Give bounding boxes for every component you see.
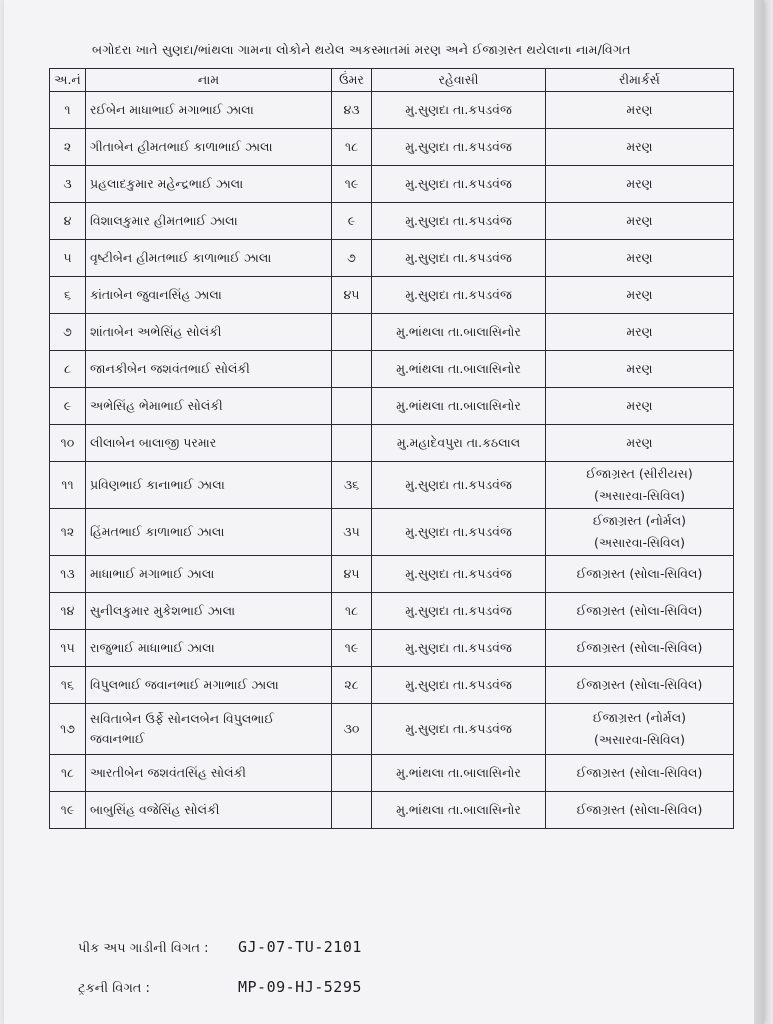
table-row [50,166,734,203]
row-name: માધાભાઈ મગાભાઈ ઝાલા [86,556,332,593]
row-serial: ૧૧ [50,462,86,509]
table-row [50,704,734,755]
row-age: ૧૮ [332,593,372,630]
row-age [332,792,372,829]
row-residence: મુ.ભાંથલા તા.બાલાસિનોર [372,792,546,829]
row-residence: મુ.સુણદા તા.કપડવંજ [372,92,546,129]
header-name: નામ [86,69,332,92]
table-row [50,240,734,277]
row-age: ૧૮ [332,129,372,166]
table-row [50,792,734,829]
document-page [4,0,764,1024]
row-residence: મુ.સુણદા તા.કપડવંજ [372,166,546,203]
table-row [50,593,734,630]
table-row [50,462,734,509]
row-age: ૪૩ [332,92,372,129]
row-residence: મુ.સુણદા તા.કપડવંજ [372,704,546,755]
row-remark: મરણ [546,203,734,240]
row-remark: ઈજાગ્રસ્ત (સોલા-સિવિલ) [546,630,734,667]
row-remark: મરણ [546,425,734,462]
truck-label: ટ્રકની વિગત : [78,981,150,996]
row-name: સવિતાબેન ઉર્ફે સોનલબેન વિપુલભાઈ જવાનભાઈ [86,704,332,755]
row-name: રાજુભાઈ માધાભાઈ ઝાલા [86,630,332,667]
row-remark: મરણ [546,351,734,388]
row-name: રઈબેન માધાભાઈ મગાભાઈ ઝાલા [86,92,332,129]
row-name: અભેસિંહ ભેમાભાઈ સોલંકી [86,388,332,425]
table-row [50,92,734,129]
row-serial: ૪ [50,203,86,240]
row-residence: મુ.સુણદા તા.કપડવંજ [372,556,546,593]
row-name: હિંમતભાઈ કાળાભાઈ ઝાલા [86,509,332,556]
row-name: ગીતાબેન હીમતભાઈ કાળાભાઈ ઝાલા [86,129,332,166]
row-serial: ૧૪ [50,593,86,630]
header-serial: અ.નં [50,69,86,92]
row-age: ૩૫ [332,509,372,556]
row-serial: ૧૨ [50,509,86,556]
table-row [50,203,734,240]
row-name: પ્રવિણભાઈ કાનાભાઈ ઝાલા [86,462,332,509]
row-name: વૃષ્ટીબેન હીમતભાઈ કાળાભાઈ ઝાલા [86,240,332,277]
row-age: ૨૮ [332,667,372,704]
row-serial: ૧૮ [50,755,86,792]
row-age [332,425,372,462]
row-name: જાનકીબેન જશવંતભાઈ સોલંકી [86,351,332,388]
row-serial: ૧૯ [50,792,86,829]
row-serial: ૧૬ [50,667,86,704]
row-serial: ૧૫ [50,630,86,667]
row-remark: ઈજાગ્રસ્ત (સોલા-સિવિલ) [546,593,734,630]
row-age [332,351,372,388]
table-body [50,92,734,829]
row-residence: મુ.સુણદા તા.કપડવંજ [372,509,546,556]
row-residence: મુ.ભાંથલા તા.બાલાસિનોર [372,314,546,351]
row-age: ૪૫ [332,556,372,593]
row-residence: મુ.ભાંથલા તા.બાલાસિનોર [372,755,546,792]
row-age: ૩૦ [332,704,372,755]
row-name: વિશાલકુમાર હીમતભાઈ ઝાલા [86,203,332,240]
row-serial: ૧૭ [50,704,86,755]
row-remark: મરણ [546,314,734,351]
row-remark: ઈજાગ્રસ્ત (સીરીયસ) (અસારવા-સિવિલ) [546,462,734,509]
row-age [332,314,372,351]
row-serial: ૯ [50,388,86,425]
row-residence: મુ.સુણદા તા.કપડવંજ [372,203,546,240]
row-residence: મુ.સુણદા તા.કપડવંજ [372,129,546,166]
table-row [50,314,734,351]
row-residence: મુ.સુણદા તા.કપડવંજ [372,240,546,277]
row-serial: ૧૦ [50,425,86,462]
row-remark: મરણ [546,277,734,314]
table-row [50,388,734,425]
truck-detail [78,978,362,996]
row-serial: ૫ [50,240,86,277]
row-serial: ૭ [50,314,86,351]
row-serial: ૧૩ [50,556,86,593]
row-residence: મુ.મહાદેવપુરા તા.કઠલાલ [372,425,546,462]
header-residence: રહેવાસી [372,69,546,92]
row-name: બાબુસિંહ વજેસિંહ સોલંકી [86,792,332,829]
row-remark: મરણ [546,92,734,129]
table-row [50,667,734,704]
table-row [50,425,734,462]
header-remarks: રીમાર્કર્સ [546,69,734,92]
row-remark: ઈજાગ્રસ્ત (સોલા-સિવિલ) [546,667,734,704]
row-age: ૪૫ [332,277,372,314]
row-residence: મુ.સુણદા તા.કપડવંજ [372,667,546,704]
row-serial: ૧ [50,92,86,129]
row-serial: ૩ [50,166,86,203]
pickup-number: GJ-07-TU-2101 [238,938,362,956]
row-serial: ૨ [50,129,86,166]
table-row [50,351,734,388]
table-row [50,556,734,593]
table-row [50,755,734,792]
row-age: ૯ [332,203,372,240]
row-name: કાંતાબેન જુવાનસિંહ ઝાલા [86,277,332,314]
table-row [50,509,734,556]
row-residence: મુ.ભાંથલા તા.બાલાસિનોર [372,388,546,425]
pickup-label: પીક અપ ગાડીની વિગત : [78,941,209,956]
table-header-row [50,69,734,92]
table-row [50,277,734,314]
row-remark: મરણ [546,240,734,277]
pickup-detail [78,938,362,956]
row-residence: મુ.સુણદા તા.કપડવંજ [372,462,546,509]
row-name: પ્રહલાદકુમાર મહેન્દ્રભાઈ ઝાલા [86,166,332,203]
row-residence: મુ.ભાંથલા તા.બાલાસિનોર [372,351,546,388]
row-residence: મુ.સુણદા તા.કપડવંજ [372,593,546,630]
row-name: શાંતાબેન અભેસિંહ સોલંકી [86,314,332,351]
page-edge [754,0,764,1024]
row-name: વિપુલભાઈ જવાનભાઈ મગાભાઈ ઝાલા [86,667,332,704]
document-title: બગોદરા ખાતે સુણદા/ભાંથલા ગામના લોકોને થયેલ અકસ્માતમાં મરણ અને ઈજાગ્રસ્ત થયેલાના નામ/વિગત [92,42,631,57]
table-row [50,630,734,667]
row-remark: ઈજાગ્રસ્ત (સોલા-સિવિલ) [546,755,734,792]
row-age: ૭ [332,240,372,277]
row-remark: ઈજાગ્રસ્ત (નોર્મલ) (અસારવા-સિવિલ) [546,704,734,755]
row-age: ૧૯ [332,630,372,667]
casualty-table [49,68,734,829]
row-remark: ઈજાગ્રસ્ત (સોલા-સિવિલ) [546,556,734,593]
row-age [332,388,372,425]
row-serial: ૮ [50,351,86,388]
row-age: ૧૯ [332,166,372,203]
row-remark: મરણ [546,388,734,425]
row-age: ૩૬ [332,462,372,509]
row-remark: મરણ [546,166,734,203]
row-serial: ૬ [50,277,86,314]
row-name: લીલાબેન બાલાજી પરમાર [86,425,332,462]
header-age: ઉંમર [332,69,372,92]
row-name: સુનીલકુમાર મુકેશભાઈ ઝાલા [86,593,332,630]
row-remark: ઈજાગ્રસ્ત (સોલા-સિવિલ) [546,792,734,829]
row-name: આરતીબેન જશવંતસિંહ સોલંકી [86,755,332,792]
row-age [332,755,372,792]
row-remark: મરણ [546,129,734,166]
row-residence: મુ.સુણદા તા.કપડવંજ [372,630,546,667]
row-remark: ઈજાગ્રસ્ત (નોર્મલ) (અસારવા-સિવિલ) [546,509,734,556]
table-row [50,129,734,166]
row-residence: મુ.સુણદા તા.કપડવંજ [372,277,546,314]
truck-number: MP-09-HJ-5295 [238,978,362,996]
